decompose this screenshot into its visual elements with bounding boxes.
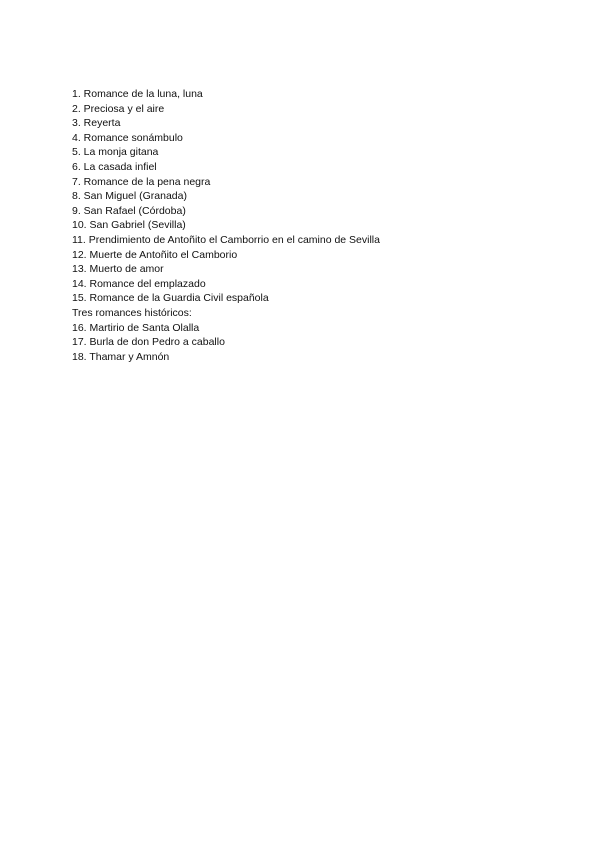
list-item: 12. Muerte de Antoñito el Camborio (72, 248, 238, 261)
contents-list (72, 87, 380, 364)
list-item: 2. Preciosa y el aire (72, 102, 165, 115)
list-item: 17. Burla de don Pedro a caballo (72, 336, 225, 349)
list-item: 10. San Gabriel (Sevilla) (72, 219, 186, 232)
list-item: 13. Muerto de amor (72, 263, 164, 276)
list-item: 14. Romance del emplazado (72, 277, 206, 290)
list-item: 15. Romance de la Guardia Civil española (72, 292, 269, 305)
list-item: 9. San Rafael (Córdoba) (72, 204, 186, 217)
list-item: 7. Romance de la pena negra (72, 175, 211, 188)
list-item: 6. La casada infiel (72, 160, 157, 173)
list-item: 5. La monja gitana (72, 146, 159, 159)
list-item: 8. San Miguel (Granada) (72, 190, 187, 203)
list-item: 1. Romance de la luna, luna (72, 88, 203, 100)
list-item: 16. Martirio de Santa Olalla (72, 321, 200, 334)
list-item: 3. Reyerta (72, 117, 121, 130)
list-item: 4. Romance sonámbulo (72, 131, 183, 144)
list-item: 11. Prendimiento de Antoñito el Camborrio en el camino de Sevilla (72, 233, 380, 246)
section-heading: Tres romances históricos: (72, 306, 192, 319)
list-item: 18. Thamar y Amnón (72, 350, 170, 363)
